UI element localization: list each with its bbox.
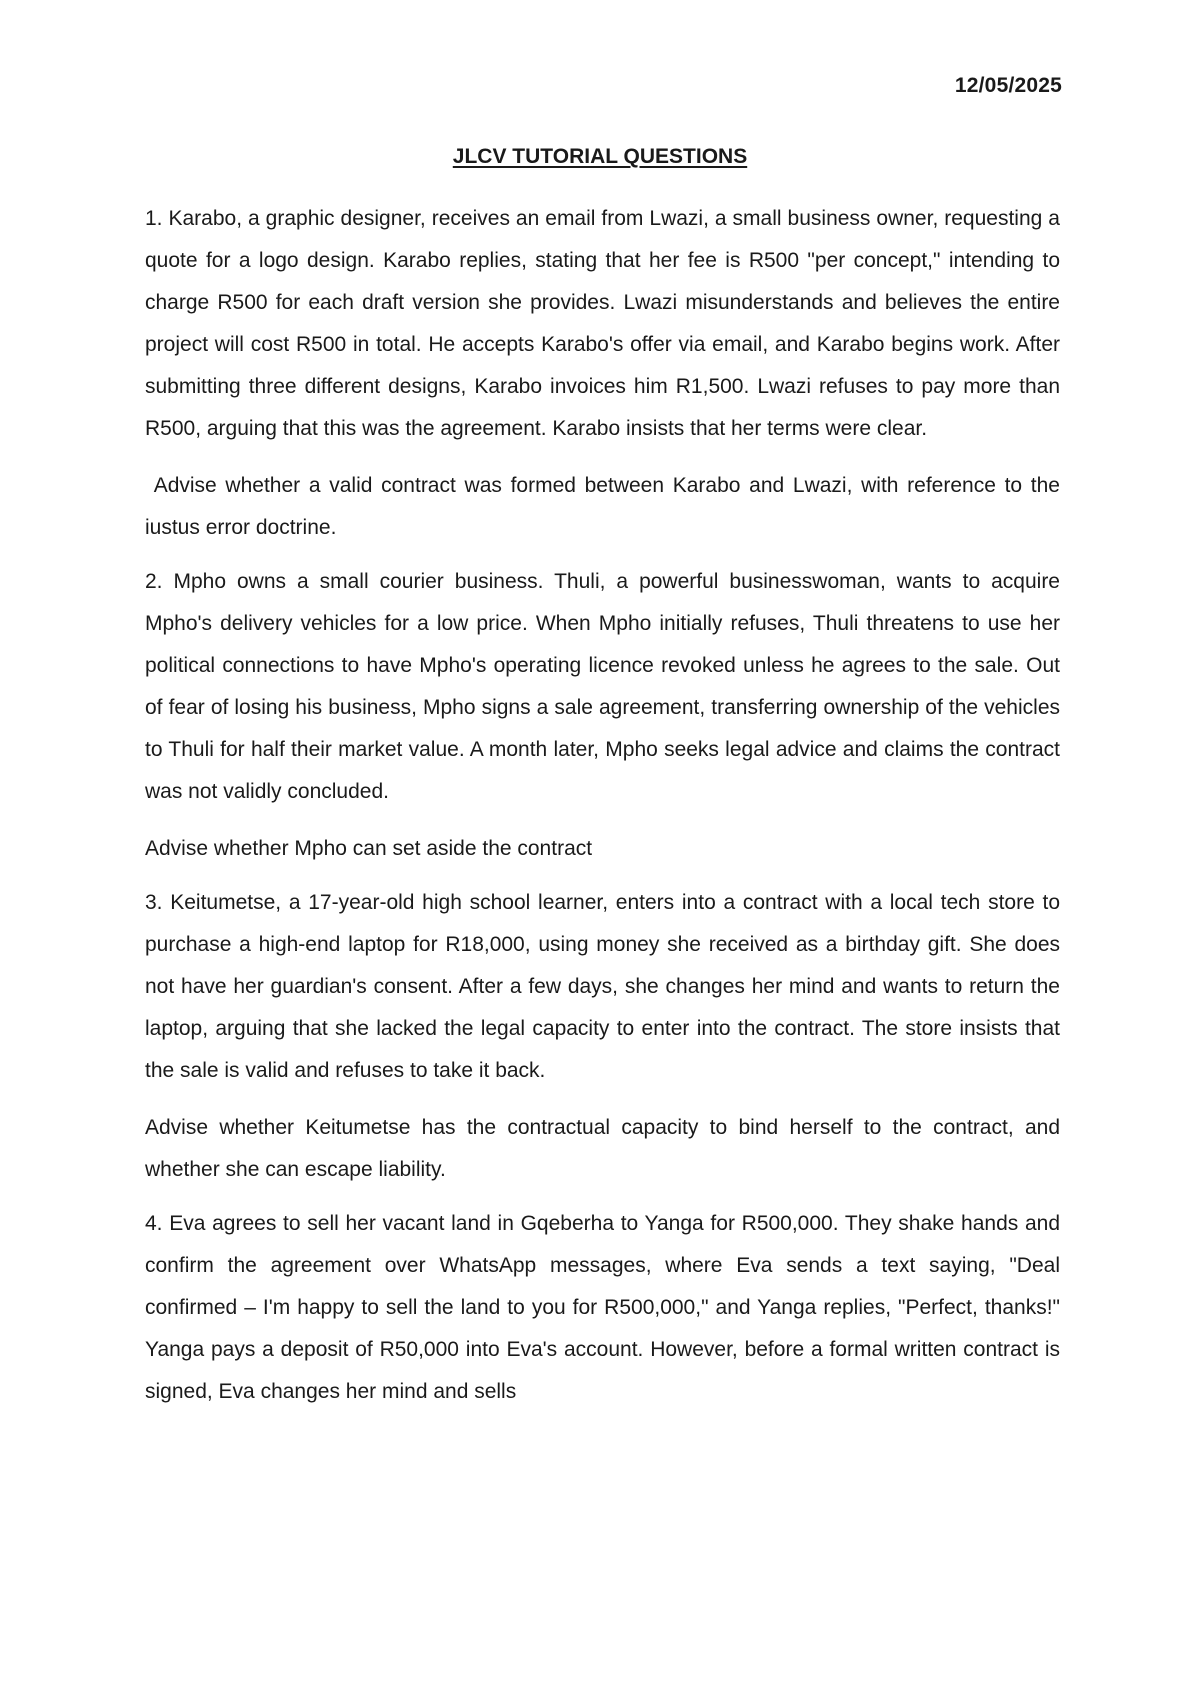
document-title: JLCV TUTORIAL QUESTIONS [452, 145, 748, 168]
question-3-scenario: 3. Keitumetse, a 17-year-old high school learner, enters into a contract with a local tech store to purchase a high-end laptop for R18,000, using money she received as a birthday gift. She does not have her guardian's consent. After a few days, she changes her mind and wants to return the laptop, arguing that she lacked the legal capacity to enter into the contract. The store insists that the sale is valid and refuses to take it back. [145, 891, 1060, 1082]
question-2-prompt: Advise whether Mpho can set aside the contract [145, 837, 593, 860]
document-body [145, 198, 1066, 1428]
question-1-prompt: Advise whether a valid contract was formed between Karabo and Lwazi, with reference to the iustus error doctrine. [145, 474, 1066, 539]
question-4-scenario: 4. Eva agrees to sell her vacant land in Gqeberha to Yanga for R500,000. They shake hands and confirm the agreement over WhatsApp messages, where Eva sends a text saying, "Deal confirmed – I'm happy to sell the land to you for R500,000," and Yanga replies, "Perfect, thanks!" Yanga pays a deposit of R50,000 into Eva's account. However, before a formal written contract is signed, Eva changes her mind and sells [145, 1212, 1060, 1403]
question-2-scenario: 2. Mpho owns a small courier business. Thuli, a powerful businesswoman, wants to acquire Mpho's delivery vehicles for a low price. When Mpho initially refuses, Thuli threatens to use her political connections to have Mpho's operating licence revoked unless he agrees to the sale. Out of fear of losing his business, Mpho signs a sale agreement, transferring ownership of the vehicles to Thuli for half their market value. A month later, Mpho seeks legal advice and claims the contract was not validly concluded. [145, 570, 1060, 803]
question-3-prompt: Advise whether Keitumetse has the contractual capacity to bind herself to the contract, and whether she can escape liability. [145, 1116, 1060, 1181]
question-1-scenario: 1. Karabo, a graphic designer, receives an email from Lwazi, a small business owner, requesting a quote for a logo design. Karabo replies, stating that her fee is R500 "per concept," intending to charge R500 for each draft version she provides. Lwazi misunderstands and believes the entire project will cost R500 in total. He accepts Karabo's offer via email, and Karabo begins work. After submitting three different designs, Karabo invoices him R1,500. Lwazi refuses to pay more than R500, arguing that this was the agreement. Karabo insists that her terms were clear. [145, 207, 1060, 440]
document-date: 12/05/2025 [954, 74, 1062, 97]
